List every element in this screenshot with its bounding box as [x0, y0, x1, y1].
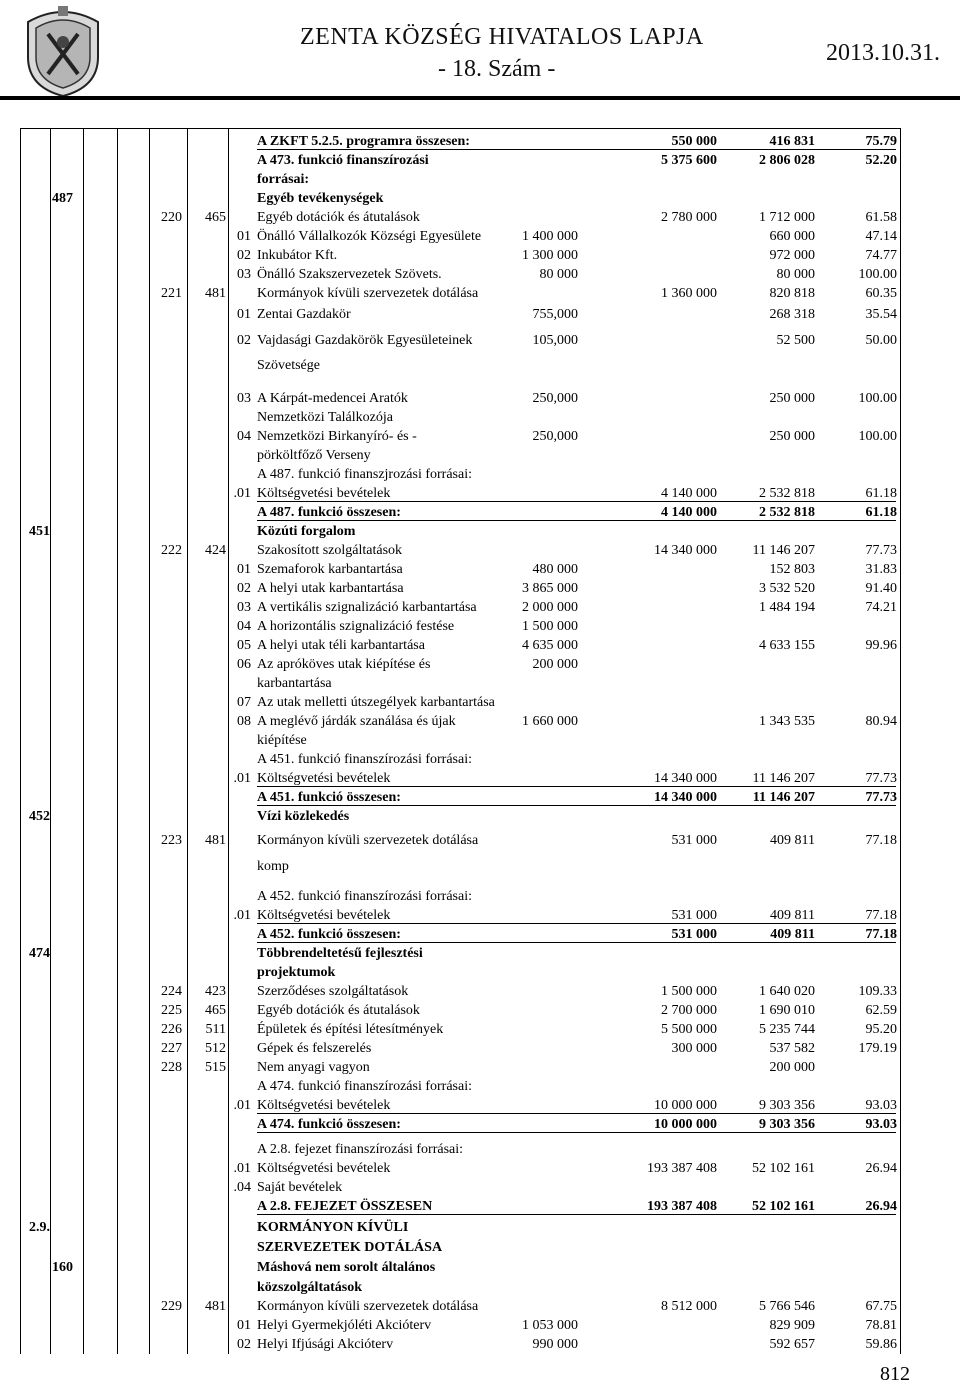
row-realized: 972 000 — [769, 248, 815, 263]
row-description: kiépítése — [257, 733, 307, 748]
row-subplan: 250,000 — [532, 391, 578, 406]
row-subitem: 04 — [237, 619, 251, 634]
row-plan: 8 512 000 — [661, 1299, 717, 1314]
row-description: Zentai Gazdakör — [257, 307, 351, 322]
row-percent: 91.40 — [865, 581, 897, 596]
page-header — [0, 0, 960, 100]
row-position: 229 — [161, 1299, 182, 1314]
row-underline — [257, 1132, 896, 1133]
row-description: A 451. funkció finanszírozási forrásai: — [257, 752, 472, 767]
row-description: Nem anyagi vagyon — [257, 1060, 370, 1075]
row-realized: 1 640 020 — [759, 984, 815, 999]
row-subplan: 200 000 — [532, 657, 578, 672]
row-subitem: .01 — [233, 1098, 251, 1113]
row-realized: 9 303 356 — [759, 1117, 815, 1132]
header-rule — [0, 96, 960, 100]
row-realized: 52 500 — [776, 333, 815, 348]
row-realized: 268 318 — [769, 307, 815, 322]
row-description: Az utak melletti útszegélyek karbantartása — [257, 695, 495, 710]
row-description: A vertikális szignalizáció karbantartása — [257, 600, 477, 615]
row-description: forrásai: — [257, 172, 310, 187]
row-description: A helyi utak karbantartása — [257, 581, 404, 596]
row-account: 424 — [205, 543, 226, 558]
table-divider — [117, 128, 118, 1354]
row-realized: 820 818 — [769, 286, 815, 301]
row-description: Kormányon kívüli szervezetek dotálása — [257, 833, 479, 848]
row-description: Egyéb dotációk és átutalások — [257, 210, 420, 225]
row-percent: 67.75 — [865, 1299, 897, 1314]
row-percent: 26.94 — [865, 1161, 897, 1176]
row-percent: 100.00 — [858, 391, 897, 406]
row-subplan: 250,000 — [532, 429, 578, 444]
row-description: Költségvetési bevételek — [257, 1161, 391, 1176]
row-percent: 100.00 — [858, 429, 897, 444]
row-subitem: 01 — [237, 229, 251, 244]
row-description: Szerződéses szolgáltatások — [257, 984, 409, 999]
row-description: Épületek és építési létesítmények — [257, 1022, 444, 1037]
row-percent: 179.19 — [858, 1041, 897, 1056]
row-realized: 152 803 — [769, 562, 815, 577]
publication-title: ZENTA KÖZSÉG HIVATALOS LAPJA — [300, 24, 704, 50]
row-description: Nemzetközi Birkanyíró- és - — [257, 429, 417, 444]
row-percent: 74.77 — [865, 248, 897, 263]
row-realized: 250 000 — [769, 429, 815, 444]
table-divider — [900, 128, 901, 1354]
row-account: 511 — [205, 1022, 226, 1037]
row-subitem: .04 — [233, 1180, 251, 1195]
row-plan: 5 375 600 — [661, 153, 717, 168]
row-subitem: 04 — [237, 429, 251, 444]
row-realized: 3 532 520 — [759, 581, 815, 596]
row-subplan: 480 000 — [532, 562, 578, 577]
row-section: 2.9. — [29, 1220, 50, 1235]
row-realized: 2 532 818 — [759, 486, 815, 501]
row-realized: 9 303 356 — [759, 1098, 815, 1113]
row-description: Költségvetési bevételek — [257, 908, 391, 923]
row-realized: 11 146 207 — [752, 543, 815, 558]
row-subitem: 02 — [237, 248, 251, 263]
row-realized: 829 909 — [769, 1318, 815, 1333]
row-account: 481 — [205, 286, 226, 301]
row-plan: 531 000 — [671, 833, 717, 848]
row-plan: 2 780 000 — [661, 210, 717, 225]
row-percent: 61.18 — [865, 505, 897, 520]
row-description: pörköltfőző Verseny — [257, 448, 371, 463]
row-percent: 35.54 — [865, 307, 897, 322]
row-subitem: 01 — [237, 307, 251, 322]
row-realized: 1 712 000 — [759, 210, 815, 225]
row-realized: 52 102 161 — [752, 1161, 815, 1176]
row-description: komp — [257, 859, 289, 874]
row-account: 512 — [205, 1041, 226, 1056]
row-percent: 77.73 — [865, 543, 897, 558]
table-divider — [187, 128, 188, 1354]
row-subitem: 02 — [237, 581, 251, 596]
row-realized: 1 343 535 — [759, 714, 815, 729]
page-number: 812 — [880, 1363, 910, 1385]
row-subitem: .01 — [233, 771, 251, 786]
row-plan: 14 340 000 — [654, 543, 717, 558]
row-account: 515 — [205, 1060, 226, 1075]
row-description: Vajdasági Gazdakörök Egyesületeinek — [257, 333, 473, 348]
table-divider — [20, 128, 21, 1354]
row-plan: 14 340 000 — [654, 790, 717, 805]
row-realized: 1 690 010 — [759, 1003, 815, 1018]
row-subplan: 105,000 — [532, 333, 578, 348]
row-description: Helyi Gyermekjóléti Akcióterv — [257, 1318, 432, 1333]
row-subitem: 08 — [237, 714, 251, 729]
row-percent: 77.18 — [865, 908, 897, 923]
row-realized: 52 102 161 — [752, 1199, 815, 1214]
row-description: Az apróköves utak kiépítése és — [257, 657, 431, 672]
row-description: A 2.8. FEJEZET ÖSSZESEN — [257, 1199, 433, 1214]
row-description: Máshová nem sorolt általános — [257, 1260, 436, 1275]
row-subitem: 05 — [237, 638, 251, 653]
row-subplan: 1 660 000 — [522, 714, 578, 729]
row-description: Egyéb tevékenységek — [257, 191, 384, 206]
row-subplan: 755,000 — [532, 307, 578, 322]
row-underline — [257, 923, 896, 924]
row-subplan: 1 053 000 — [522, 1318, 578, 1333]
row-subitem: 07 — [237, 695, 251, 710]
row-percent: 80.94 — [865, 714, 897, 729]
row-realized: 2 532 818 — [759, 505, 815, 520]
row-position: 228 — [161, 1060, 182, 1075]
row-account: 481 — [205, 833, 226, 848]
row-subitem: 03 — [237, 267, 251, 282]
row-realized: 5 235 744 — [759, 1022, 815, 1037]
row-subitem: 01 — [237, 562, 251, 577]
row-subplan: 990 000 — [532, 1337, 578, 1352]
row-description: A 452. funkció összesen: — [257, 927, 401, 942]
row-percent: 77.73 — [865, 771, 897, 786]
row-underline — [257, 520, 896, 521]
row-underline — [257, 1113, 896, 1114]
row-realized: 80 000 — [776, 267, 815, 282]
row-subplan: 3 865 000 — [522, 581, 578, 596]
row-percent: 109.33 — [858, 984, 897, 999]
row-percent: 78.81 — [865, 1318, 897, 1333]
row-description: Saját bevételek — [257, 1180, 343, 1195]
row-percent: 26.94 — [865, 1199, 897, 1214]
row-plan: 4 140 000 — [661, 486, 717, 501]
row-description: Egyéb dotációk és átutalások — [257, 1003, 420, 1018]
row-description: A 474. funkció összesen: — [257, 1117, 401, 1132]
row-description: Szakosított szolgáltatások — [257, 543, 403, 558]
row-realized: 200 000 — [769, 1060, 815, 1075]
row-subplan: 4 635 000 — [522, 638, 578, 653]
row-subitem: 03 — [237, 600, 251, 615]
row-position: 225 — [161, 1003, 182, 1018]
row-description: A 451. funkció összesen: — [257, 790, 401, 805]
row-underline — [257, 786, 896, 787]
row-account: 423 — [205, 984, 226, 999]
row-underline — [257, 805, 896, 806]
row-description: Szemaforok karbantartása — [257, 562, 403, 577]
row-description: A 2.8. fejezet finanszírozási forrásai: — [257, 1142, 464, 1157]
row-description: Közúti forgalom — [257, 524, 356, 539]
row-plan: 5 500 000 — [661, 1022, 717, 1037]
row-function: 487 — [52, 191, 73, 206]
row-subplan: 2 000 000 — [522, 600, 578, 615]
row-description: Kormányon kívüli szervezetek dotálása — [257, 1299, 479, 1314]
row-subitem: .01 — [233, 486, 251, 501]
row-percent: 50.00 — [865, 333, 897, 348]
row-percent: 100.00 — [858, 267, 897, 282]
row-subplan: 1 400 000 — [522, 229, 578, 244]
row-percent: 74.21 — [865, 600, 897, 615]
row-section: 452 — [29, 809, 50, 824]
row-subplan: 80 000 — [539, 267, 578, 282]
row-plan: 193 387 408 — [647, 1161, 717, 1176]
row-position: 226 — [161, 1022, 182, 1037]
row-description: A Kárpát-medencei Aratók — [257, 391, 408, 406]
row-realized: 5 766 546 — [759, 1299, 815, 1314]
issue-number: - 18. Szám - — [438, 56, 556, 82]
publication-date: 2013.10.31. — [826, 40, 940, 66]
row-percent: 59.86 — [865, 1337, 897, 1352]
row-description: karbantartása — [257, 676, 332, 691]
row-description: A 487. funkció összesen: — [257, 505, 401, 520]
row-realized: 2 806 028 — [759, 153, 815, 168]
row-percent: 61.18 — [865, 486, 897, 501]
row-description: Nemzetközi Találkozója — [257, 410, 393, 425]
row-realized: 409 811 — [770, 833, 815, 848]
row-percent: 77.18 — [865, 927, 897, 942]
row-section: 451 — [29, 524, 50, 539]
table-divider — [149, 128, 150, 1354]
row-percent: 93.03 — [865, 1117, 897, 1132]
row-description: A ZKFT 5.2.5. programra összesen: — [257, 134, 470, 149]
row-percent: 52.20 — [865, 153, 897, 168]
row-percent: 47.14 — [865, 229, 897, 244]
row-subitem: 02 — [237, 333, 251, 348]
row-plan: 1 360 000 — [661, 286, 717, 301]
row-underline — [257, 942, 896, 943]
row-description: A 474. funkció finanszírozási forrásai: — [257, 1079, 472, 1094]
row-description: Költségvetési bevételek — [257, 486, 391, 501]
row-plan: 300 000 — [671, 1041, 717, 1056]
row-plan: 1 500 000 — [661, 984, 717, 999]
row-subitem: .01 — [233, 908, 251, 923]
row-percent: 60.35 — [865, 286, 897, 301]
row-description: Helyi Ifjúsági Akcióterv — [257, 1337, 394, 1352]
row-position: 224 — [161, 984, 182, 999]
row-plan: 2 700 000 — [661, 1003, 717, 1018]
row-description: KORMÁNYON KÍVÜLI — [257, 1220, 409, 1235]
row-subitem: 02 — [237, 1337, 251, 1352]
row-account: 465 — [205, 1003, 226, 1018]
row-percent: 75.79 — [865, 134, 897, 149]
coat-of-arms-icon — [18, 2, 108, 98]
row-account: 481 — [205, 1299, 226, 1314]
row-subitem: 03 — [237, 391, 251, 406]
row-description: Önálló Szakszervezetek Szövets. — [257, 267, 442, 282]
row-realized: 1 484 194 — [759, 600, 815, 615]
row-plan: 10 000 000 — [654, 1117, 717, 1132]
row-realized: 250 000 — [769, 391, 815, 406]
row-description: Költségvetési bevételek — [257, 1098, 391, 1113]
row-description: A 487. funkció finanszjrozási forrásai: — [257, 467, 472, 482]
row-plan: 531 000 — [671, 927, 717, 942]
row-underline — [257, 501, 896, 502]
row-subitem: 01 — [237, 1318, 251, 1333]
row-description: A horizontális szignalizáció festése — [257, 619, 455, 634]
row-description: Gépek és felszerelés — [257, 1041, 372, 1056]
row-percent: 99.96 — [865, 638, 897, 653]
row-position: 222 — [161, 543, 182, 558]
table-top-border — [20, 128, 901, 129]
row-realized: 11 146 207 — [752, 771, 815, 786]
row-position: 227 — [161, 1041, 182, 1056]
table-divider — [50, 128, 51, 1354]
row-realized: 409 811 — [770, 927, 815, 942]
row-percent: 31.83 — [865, 562, 897, 577]
row-realized: 660 000 — [769, 229, 815, 244]
row-description: A helyi utak téli karbantartása — [257, 638, 425, 653]
row-realized: 592 657 — [769, 1337, 815, 1352]
row-realized: 409 811 — [770, 908, 815, 923]
row-plan: 10 000 000 — [654, 1098, 717, 1113]
row-realized: 537 582 — [769, 1041, 815, 1056]
row-plan: 531 000 — [671, 908, 717, 923]
row-description: Önálló Vállalkozók Községi Egyesülete — [257, 229, 482, 244]
row-plan: 550 000 — [671, 134, 717, 149]
row-subitem: 06 — [237, 657, 251, 672]
row-realized: 416 831 — [769, 134, 815, 149]
row-percent: 61.58 — [865, 210, 897, 225]
row-description: Többrendeltetésű fejlesztési — [257, 946, 423, 961]
row-description: Kormányok kívüli szervezetek dotálása — [257, 286, 479, 301]
table-divider — [83, 128, 84, 1354]
row-realized: 4 633 155 — [759, 638, 815, 653]
row-percent: 93.03 — [865, 1098, 897, 1113]
row-subitem: .01 — [233, 1161, 251, 1176]
row-description: SZERVEZETEK DOTÁLÁSA — [257, 1240, 443, 1255]
row-description: Szövetsége — [257, 358, 320, 373]
row-plan: 4 140 000 — [661, 505, 717, 520]
row-percent: 77.73 — [865, 790, 897, 805]
row-percent: 95.20 — [865, 1022, 897, 1037]
row-underline — [257, 1214, 896, 1215]
row-plan: 193 387 408 — [647, 1199, 717, 1214]
row-description: Költségvetési bevételek — [257, 771, 391, 786]
row-position: 221 — [161, 286, 182, 301]
row-description: A 452. funkció finanszírozási forrásai: — [257, 889, 472, 904]
row-subplan: 1 300 000 — [522, 248, 578, 263]
row-account: 465 — [205, 210, 226, 225]
row-subplan: 1 500 000 — [522, 619, 578, 634]
row-percent: 62.59 — [865, 1003, 897, 1018]
row-description: Vízi közlekedés — [257, 809, 350, 824]
row-section: 474 — [29, 946, 50, 961]
row-position: 220 — [161, 210, 182, 225]
row-description: A meglévő járdák szanálása és újak — [257, 714, 456, 729]
row-description: közszolgáltatások — [257, 1280, 362, 1295]
row-percent: 77.18 — [865, 833, 897, 848]
row-description: projektumok — [257, 965, 336, 980]
row-plan: 14 340 000 — [654, 771, 717, 786]
row-position: 223 — [161, 833, 182, 848]
row-description: A 473. funkció finanszírozási — [257, 153, 429, 168]
row-description: Inkubátor Kft. — [257, 248, 338, 263]
row-function: 160 — [52, 1260, 73, 1275]
row-realized: 11 146 207 — [752, 790, 815, 805]
row-underline — [257, 149, 896, 150]
